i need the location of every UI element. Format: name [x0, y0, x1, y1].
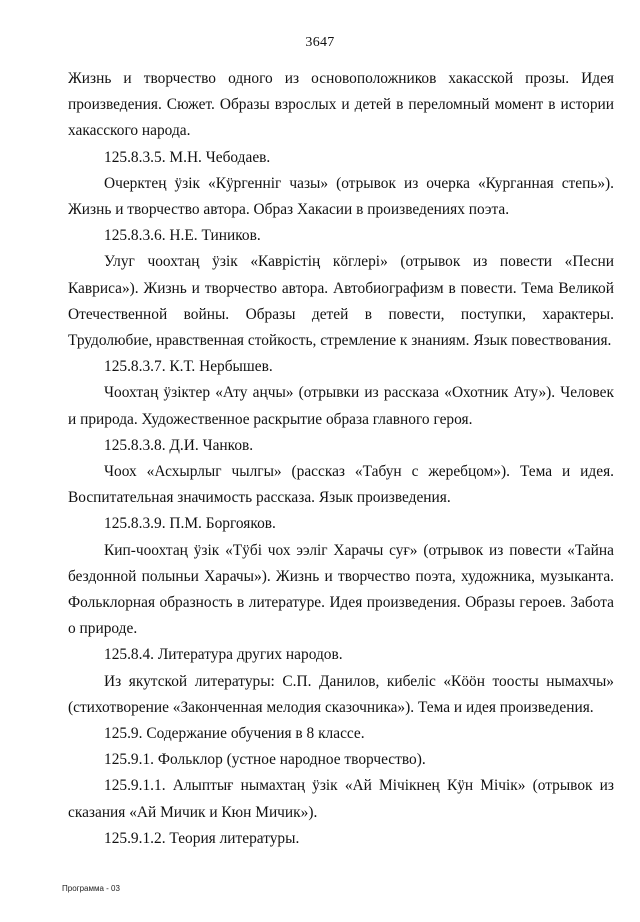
paragraph: Чоохтаң ӱзiктер «Ату аңчы» (отрывки из рассказа «Охотник Ату»). Человек и природа. Художественное раскрытие образа главного героя. — [68, 384, 614, 428]
paragraph: Жизнь и творчество одного из основоположников хакасской прозы. Идея произведения. Сюжет. Образы взрослых и детей в переломный момент в истории хакасского народа. — [68, 70, 614, 140]
paragraph: 125.9.1. Фольклор (устное народное творчество). — [104, 751, 426, 769]
paragraph: 125.9. Содержание обучения в 8 классе. — [104, 725, 365, 743]
paragraph: 125.8.3.7. К.Т. Нербышев. — [104, 358, 273, 376]
paragraph: 125.8.3.9. П.М. Боргояков. — [104, 515, 276, 533]
paragraph: 125.8.3.8. Д.И. Чанков. — [104, 436, 254, 454]
paragraph: 125.8.4. Литература других народов. — [104, 646, 343, 664]
paragraph: Улуг чоохтаң ӱзiк «Каврiстiң кӧглерi» (отрывок из повести «Песни Кавриса»). Жизнь и творчество автора. Автобиографизм в повести. Тема Великой Отечественной войны. Образы детей в повести, поступки, характеры. Трудолюбие, нравственная стойкость, стремление к знаниям. Язык повествования. — [68, 253, 614, 350]
paragraph: 125.8.3.5. М.Н. Чебодаев. — [104, 148, 271, 166]
paragraph: 125.9.1.1. Алыптығ нымахтаң ӱзiк «Ай Мiчiкнең Кӱн Мiчiк» (отрывок из сказания «Ай Мичик и Кюн Мичик»). — [68, 777, 614, 821]
paragraph: 125.8.3.6. Н.Е. Тиников. — [104, 227, 261, 245]
paragraph: Чоох «Асхырлыг чылгы» (рассказ «Табун с жеребцом»). Тема и идея. Воспитательная значимость рассказа. Язык произведения. — [68, 463, 614, 507]
paragraph: Кип-чоохтаң ӱзiк «Тӱбi чох ээлiг Харачы суғ» (отрывок из повести «Тайна бездонной полыньи Харачы»). Жизнь и творчество поэта, художника, музыканта. Фольклорная образность в литературе. Идея произведения. Образы героев. Забота о природе. — [68, 541, 614, 638]
footer-label: Программа - 03 — [62, 884, 120, 893]
paragraph: Очерктең ӱзік «Кӱргеннiг чазы» (отрывок из очерка «Курганная степь»). Жизнь и творчество автора. Образ Хакасии в произведениях поэта. — [68, 174, 614, 219]
paragraph: Из якутской литературы: С.П. Данилов, кибелiс «Кӧӧн тоосты нымахчы» (стихотворение «Законченная мелодия сказочника»). Тема и идея произведения. — [68, 672, 614, 716]
page-number: 3647 — [305, 35, 335, 50]
paragraph: 125.9.1.2. Теория литературы. — [104, 829, 300, 847]
document-body — [68, 66, 614, 852]
